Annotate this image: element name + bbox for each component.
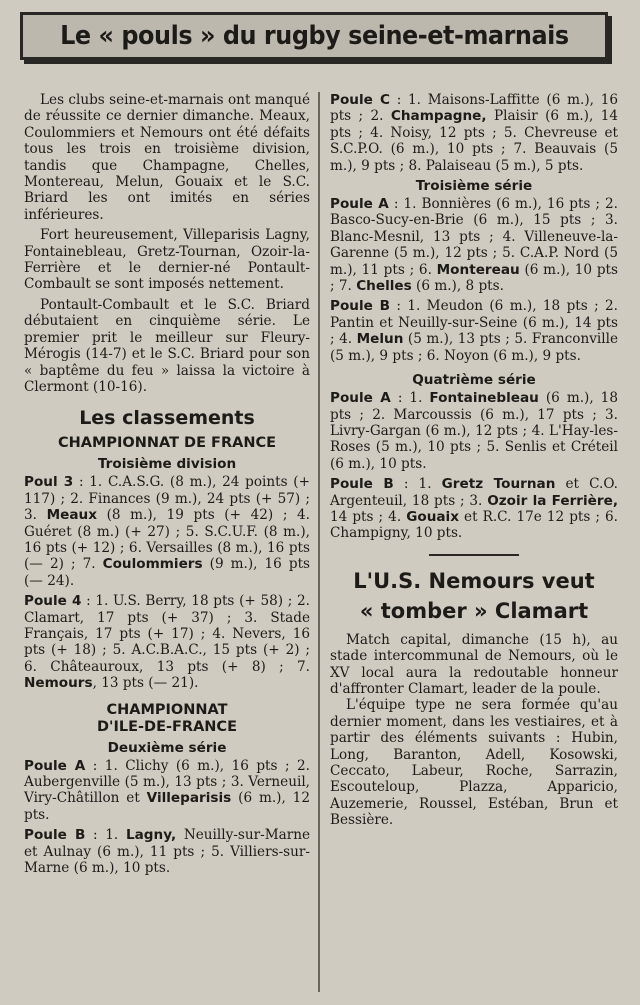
nemours-headline-line-2: « tomber » Clamart	[359, 598, 589, 623]
deuxieme-poule-a-results: Poule A : 1. Clichy (6 m.), 16 pts ; 2. Aubergenville (5 m.), 13 pts ; 3. Verneuil, Viry-Châtillon et Villeparisis (6 m.), 12 pts.	[24, 757, 310, 823]
classements-heading: Les classements	[79, 407, 255, 430]
troisieme-poule-b-results: Poule B : 1. Meudon (6 m.), 18 pts ; 2. Pantin et Neuilly-sur-Seine (6 m.), 14 pts ; 4. Melun (5 m.), 13 pts ; 5. Franconville (5 m.), 9 pts ; 6. Noyon (6 m.), 9 pts.	[330, 298, 618, 364]
main-title: Le « pouls » du rugby seine-et-marnais	[59, 21, 569, 51]
left-column	[24, 92, 310, 876]
quatrieme-poule-a-results: Poule A : 1. Fontainebleau (6 m.), 18 pts ; 2. Marcoussis (6 m.), 17 pts ; 3. Livry-Gargan (6 m.), 12 pts ; 4. L'Hay-les-Roses (5 m.), 10 pts ; 5. Senlis et Créteil (6 m.), 10 pts.	[330, 390, 618, 472]
intro-paragraph-1: Les clubs seine-et-marnais ont manqué de réussite ce dernier dimanche. Meaux, Coulommiers et Nemours ont été défaits tous les trois en troisième division, tandis que Champagne, Chelles, Montereau, Melun, Gouaix et le S.C. Briard les ont imités en séries inférieures.	[24, 92, 310, 223]
deuxieme-poule-c-results: Poule C : 1. Maisons-Laffitte (6 m.), 16 pts ; 2. Champagne, Plaisir (6 m.), 14 pts ; 4. Noisy, 12 pts ; 5. Chevreuse et S.C.P.O. (6 m.), 10 pts ; 7. Beauvais (5 m.), 9 pts ; 8. Palaiseau (5 m.), 5 pts.	[330, 92, 618, 174]
right-column	[330, 92, 618, 829]
article-paragraph-2: L'équipe type ne sera formée qu'au dernier moment, dans les vestiaires, et à partir des éléments suivants : Hubin, Long, Baranton, Adell, Kosowski, Ceccato, Labeur, Roche, Sarrazin, Escouteloup, Plazza, Apparicio, Auzemerie, Roussel, Estéban, Brun et Bessière.	[330, 697, 618, 829]
deuxieme-serie-heading: Deuxième série	[107, 739, 227, 756]
troisieme-poule-a-results: Poule A : 1. Bonnières (6 m.), 16 pts ; 2. Basco-Sucy-en-Brie (6 m.), 15 pts ; 3. Blanc-Mesnil, 13 pts ; 4. Villeneuve-la-Garenne (5 m.), 12 pts ; 5. C.A.P. Nord (5 m.), 11 pts ; 6. Montereau (6 m.), 10 pts ; 7. Chelles (6 m.), 8 pts.	[330, 196, 618, 295]
championnat-france-heading: CHAMPIONNAT DE FRANCE	[57, 435, 277, 452]
quatrieme-serie-heading: Quatrième série	[412, 372, 536, 389]
deuxieme-poule-b-results: Poule B : 1. Lagny, Neuilly-sur-Marne et Aulnay (6 m.), 11 pts ; 5. Villiers-sur-Marne (6 m.), 10 pts.	[24, 827, 311, 877]
troisieme-serie-heading: Troisième série	[415, 178, 533, 195]
nemours-headline-line-1: L'U.S. Nemours veut	[353, 568, 595, 593]
article-paragraph-1: Match capital, dimanche (15 h), au stade intercommunal de Nemours, où le XV local aura la redoutable honneur d'affronter Clamart, leader de la poule.	[330, 631, 618, 697]
championnat-idf-heading: CHAMPIONNAT D'ILE-DE-FRANCE	[97, 701, 237, 735]
troisieme-division-heading: Troisième division	[97, 456, 237, 473]
quatrieme-poule-b-results: Poule B : 1. Gretz Tournan et C.O. Argenteuil, 18 pts ; 3. Ozoir la Ferrière, 14 pts ; 4. Gouaix et R.C. 17e 12 pts ; 6. Champigny, 10 pts.	[330, 476, 619, 542]
intro-paragraph-2: Fort heureusement, Villeparisis Lagny, Fontainebleau, Gretz-Tournan, Ozoir-la-Ferrière et le dernier-né Pontault-Combault se sont imposés nettement.	[24, 227, 310, 293]
poule-3-results: Poul 3 : 1. C.A.S.G. (8 m.), 24 points (+ 117) ; 2. Finances (9 m.), 24 pts (+ 57) ; 3. Meaux (8 m.), 19 pts (+ 42) ; 4. Guéret (8 m.) (+ 27) ; 5. S.C.U.F. (8 m.), 16 pts (+ 12) ; 6. Versailles (8 m.), 16 pts (— 2) ; 7. Coulommiers (9 m.), 16 pts (— 24).	[24, 474, 311, 589]
headline-box	[20, 12, 608, 60]
intro-paragraph-3: Pontault-Combault et le S.C. Briard débutaient en cinquième série. Le premier prit le meilleur sur Fleury-Mérogis (14-7) et le S.C. Briard pour son « baptême du feu » laissa la victoire à Clermont (10-16).	[24, 296, 310, 395]
column-divider	[318, 92, 320, 992]
section-separator	[429, 554, 519, 556]
poule-4-results: Poule 4 : 1. U.S. Berry, 18 pts (+ 58) ; 2. Clamart, 17 pts (+ 37) ; 3. Stade Français, 17 pts (+ 17) ; 4. Nevers, 16 pts (+ 18) ; 5. A.C.B.A.C., 15 pts (+ 2) ; 6. Châteauroux, 13 pts (+ 8) ; 7. Nemours, 13 pts (— 21).	[24, 593, 310, 692]
